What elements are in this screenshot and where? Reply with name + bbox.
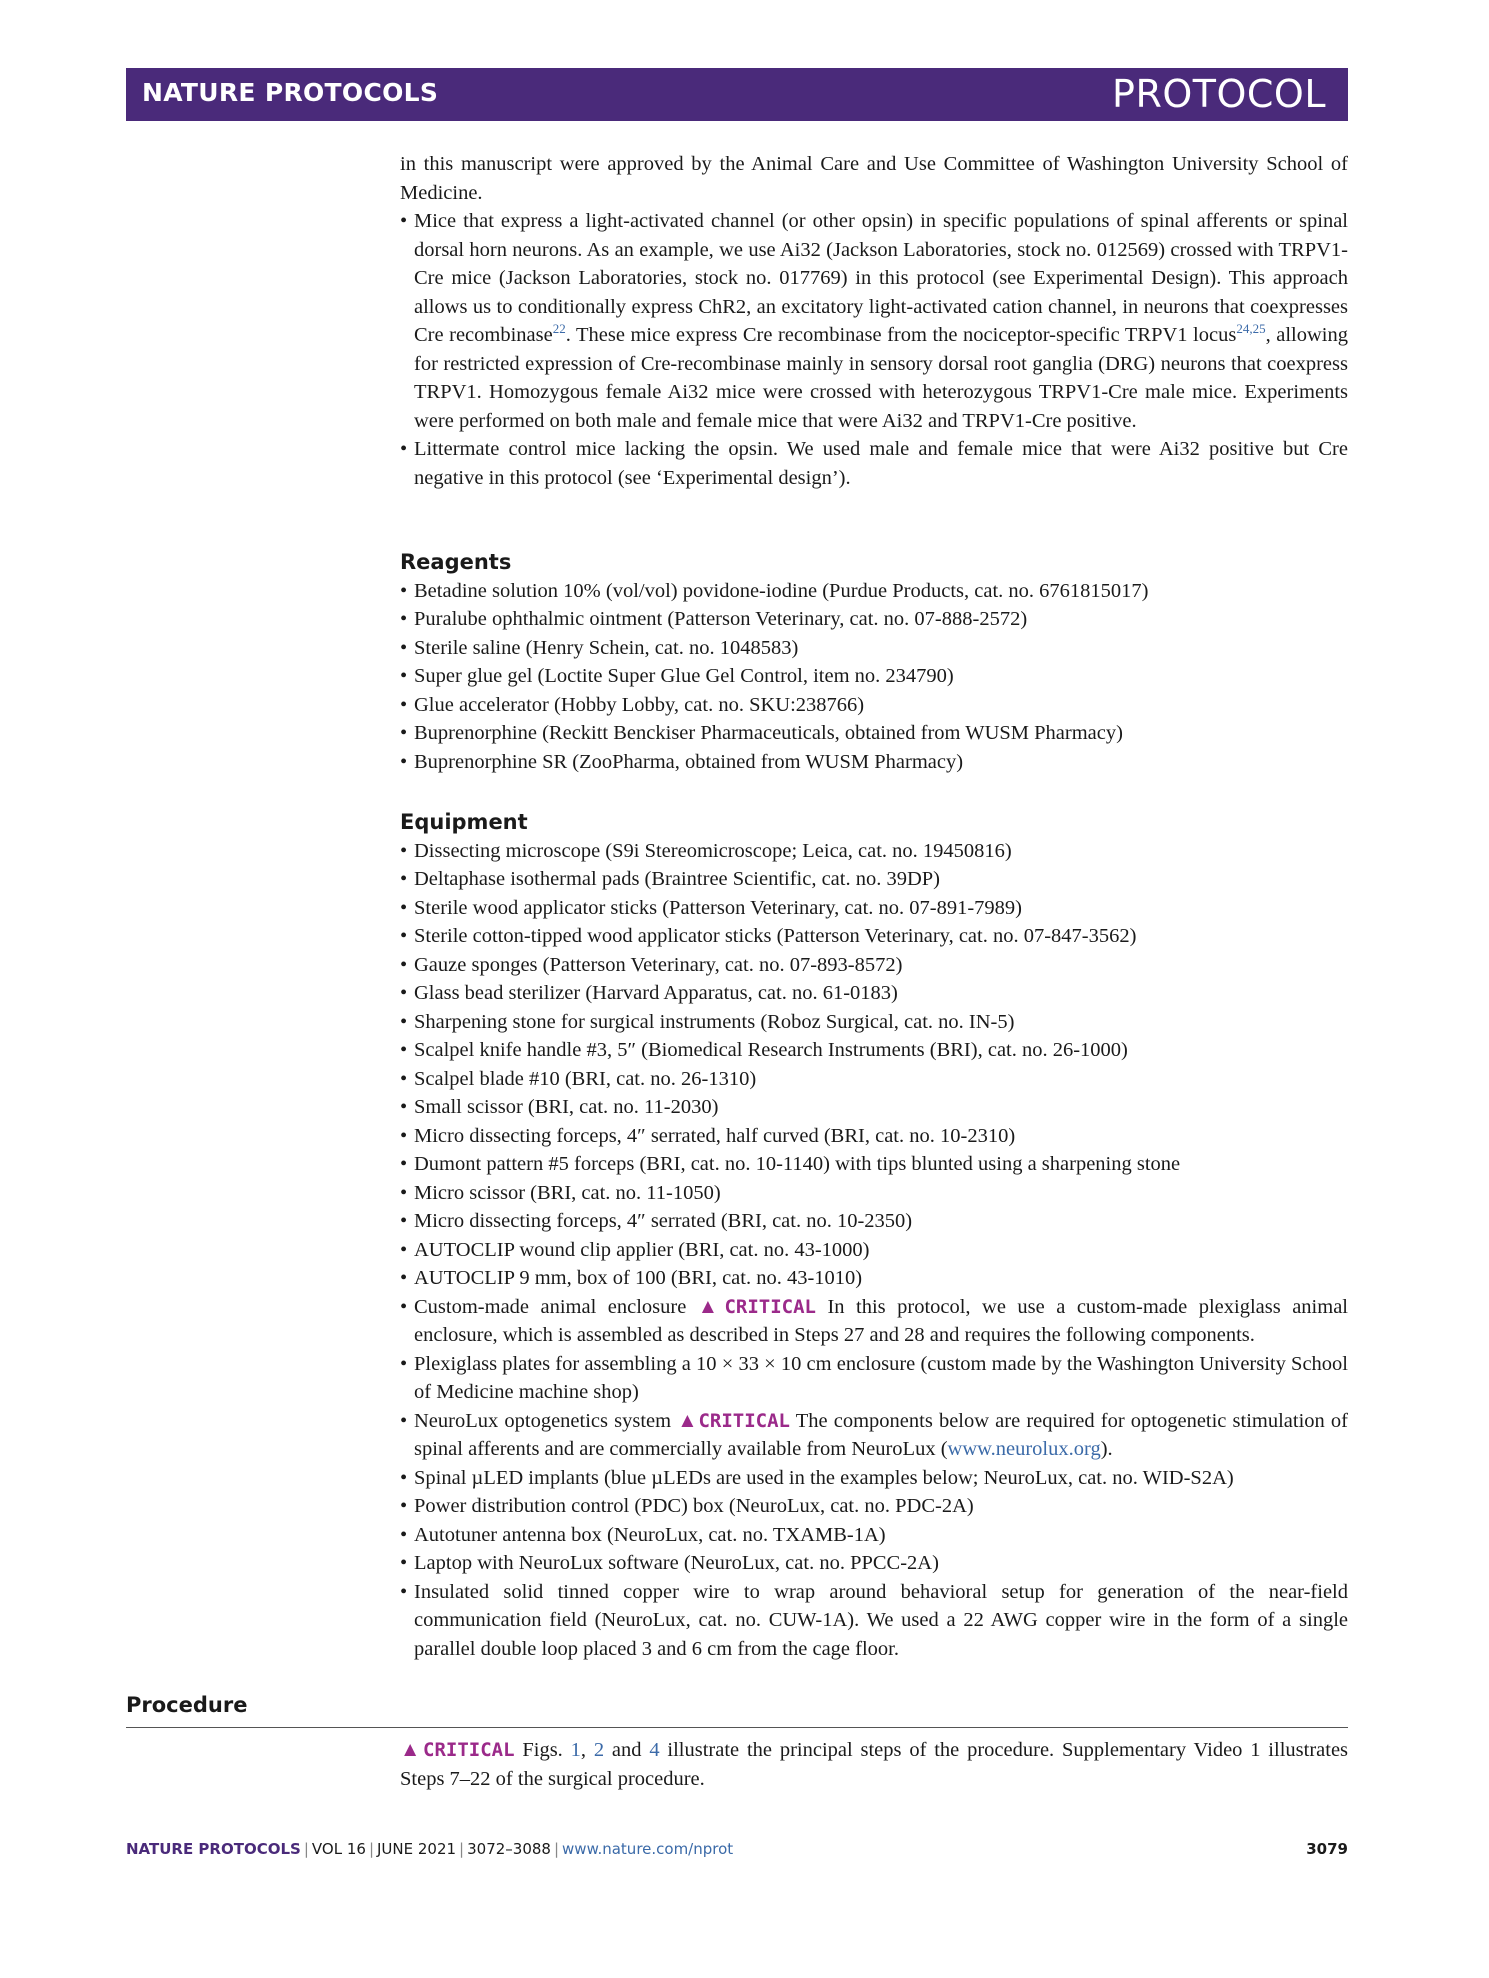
figure-link[interactable]: 1 [570, 1739, 581, 1761]
footer-url-link[interactable]: www.nature.com/nprot [562, 1840, 734, 1858]
footer-journal: NATURE PROTOCOLS [126, 1840, 301, 1858]
materials-intro [400, 150, 1348, 492]
list-item: • Puralube ophthalmic ointment (Patterson Veterinary, cat. no. 07-888-2572) [400, 605, 1348, 634]
note-text: illustrate the principal steps of the procedure. Supplementary Video 1 illustrates Steps 7–22 of the surgical procedure. [400, 1739, 1349, 1790]
list-item: • Autotuner antenna box (NeuroLux, cat. no. TXAMB-1A) [400, 1521, 1348, 1550]
footer-separator: | [303, 1840, 309, 1858]
list-item: • AUTOCLIP wound clip applier (BRI, cat. no. 43-1000) [400, 1236, 1348, 1265]
critical-triangle-icon: ▲ [697, 1295, 725, 1318]
list-item: • Laptop with NeuroLux software (NeuroLux, cat. no. PPCC-2A) [400, 1549, 1348, 1578]
critical-label: CRITICAL [724, 1295, 816, 1318]
list-item: • Dissecting microscope (S9i Stereomicroscope; Leica, cat. no. 19450816) [400, 837, 1348, 866]
footer-volume: VOL 16 [311, 1840, 366, 1858]
list-item: • Micro dissecting forceps, 4″ serrated, half curved (BRI, cat. no. 10-2310) [400, 1122, 1348, 1151]
list-item: • Spinal µLED implants (blue µLEDs are used in the examples below; NeuroLux, cat. no. WID-S2A) [400, 1464, 1348, 1493]
critical-triangle-icon: ▲ [400, 1739, 423, 1761]
citation-link[interactable]: 24,25 [1236, 321, 1266, 337]
list-item: • Buprenorphine (Reckitt Benckiser Pharmaceuticals, obtained from WUSM Pharmacy) [400, 719, 1348, 748]
page-footer [126, 1840, 1348, 1858]
list-item: • Buprenorphine SR (ZooPharma, obtained from WUSM Pharmacy) [400, 748, 1348, 777]
list-item: • Dumont pattern #5 forceps (BRI, cat. no. 10-1140) with tips blunted using a sharpening stone [400, 1150, 1348, 1179]
equipment-heading: Equipment [400, 810, 528, 834]
neurolux-link[interactable]: www.neurolux.org [947, 1438, 1101, 1460]
journal-name: NATURE PROTOCOLS [142, 78, 439, 107]
critical-triangle-icon: ▲ [677, 1409, 699, 1432]
bullet-text: , allowing for restricted expression of Cre-recombinase mainly in sensory dorsal root ganglia (DRG) neurons that coexpress TRPV1. Homozygous female Ai32 mice were crossed with heterozygous TRPV1-Cre male mice. Experiments were performed on both male and female mice that were Ai32 and TRPV1-Cre positive. [414, 324, 1348, 432]
list-item: • Glass bead sterilizer (Harvard Apparatus, cat. no. 61-0183) [400, 979, 1348, 1008]
list-item [400, 1407, 1348, 1464]
list-item: • Sterile wood applicator sticks (Patterson Veterinary, cat. no. 07-891-7989) [400, 894, 1348, 923]
procedure-critical-note [400, 1736, 1348, 1793]
list-item [400, 207, 1348, 435]
list-item: • Plexiglass plates for assembling a 10 × 33 × 10 cm enclosure (custom made by the Washington University School of Medicine machine shop) [400, 1350, 1348, 1407]
list-item: • Glue accelerator (Hobby Lobby, cat. no. SKU:238766) [400, 691, 1348, 720]
list-item: • Littermate control mice lacking the opsin. We used male and female mice that were Ai32 positive but Cre negative in this protocol (see ‘Experimental design’). [400, 435, 1348, 492]
article-type: PROTOCOL [1112, 72, 1326, 116]
list-item: • Power distribution control (PDC) box (NeuroLux, cat. no. PDC-2A) [400, 1492, 1348, 1521]
reagents-list [400, 577, 1348, 777]
footer-separator: | [553, 1840, 560, 1858]
list-item: • Gauze sponges (Patterson Veterinary, cat. no. 07-893-8572) [400, 951, 1348, 980]
note-text: , [580, 1739, 594, 1761]
footer-pages: 3072–3088 [467, 1840, 551, 1858]
bullet-text: NeuroLux optogenetics system [414, 1409, 672, 1432]
list-item: • Sterile cotton-tipped wood applicator sticks (Patterson Veterinary, cat. no. 07-847-3562) [400, 922, 1348, 951]
figure-link[interactable]: 4 [649, 1739, 660, 1761]
page-number: 3079 [1306, 1840, 1348, 1858]
footer-date: JUNE 2021 [377, 1840, 457, 1858]
bullet-text: The components below are required for optogenetic stimulation of spinal afferents and are commercially available from NeuroLux ( [414, 1409, 1348, 1460]
footer-separator: | [368, 1840, 374, 1858]
note-text: Figs. [522, 1739, 571, 1761]
equipment-list [400, 837, 1348, 1664]
list-item: • Super glue gel (Loctite Super Glue Gel Control, item no. 234790) [400, 662, 1348, 691]
equipment-section [400, 808, 1348, 1663]
critical-note-text [400, 1736, 1348, 1793]
continuation-text: in this manuscript were approved by the Animal Care and Use Committee of Washington University School of Medicine. [400, 153, 1348, 204]
reagents-heading: Reagents [400, 550, 512, 574]
list-item: • Deltaphase isothermal pads (Braintree Scientific, cat. no. 39DP) [400, 865, 1348, 894]
reagents-section [400, 548, 1348, 776]
list-item: • Small scissor (BRI, cat. no. 11-2030) [400, 1093, 1348, 1122]
figure-link[interactable]: 2 [593, 1739, 605, 1761]
list-item: • Micro scissor (BRI, cat. no. 11-1050) [400, 1179, 1348, 1208]
list-item: • AUTOCLIP 9 mm, box of 100 (BRI, cat. no. 43-1010) [400, 1264, 1348, 1293]
bullet-text: In this protocol, we use a custom-made plexiglass animal enclosure, which is assembled as described in Steps 27 and 28 and requires the following components. [414, 1295, 1348, 1346]
mice-list [400, 207, 1348, 492]
critical-label: CRITICAL [698, 1409, 790, 1432]
bullet-text: Mice that express a light-activated channel (or other opsin) in specific populations of spinal afferents or spinal dorsal horn neurons. As an example, we use Ai32 (Jackson Laboratories, stock no. 012569) crossed with TRPV1-Cre mice (Jackson Laboratories, stock no. 017769) in this protocol (see Experimental Design). This approach allows us to conditionally express ChR2, an excitatory light-activated cation channel, in neurons that coexpresses Cre recombinase [414, 210, 1348, 346]
citation-link[interactable]: 22 [552, 321, 566, 337]
note-text: and [604, 1739, 650, 1761]
list-item: • Sharpening stone for surgical instruments (Roboz Surgical, cat. no. IN-5) [400, 1008, 1348, 1037]
journal-header-bar [126, 68, 1348, 121]
footer-separator: | [459, 1840, 465, 1858]
list-item [400, 1293, 1348, 1350]
bullet-text: . These mice express Cre recombinase from the nociceptor-specific TRPV1 locus [565, 324, 1237, 346]
list-item: • Micro dissecting forceps, 4″ serrated (BRI, cat. no. 10-2350) [400, 1207, 1348, 1236]
bullet-text: ). [1100, 1438, 1113, 1460]
list-item: • Betadine solution 10% (vol/vol) povidone-iodine (Purdue Products, cat. no. 6761815017) [400, 577, 1348, 606]
procedure-heading-rule [126, 1693, 1348, 1728]
bullet-text: Custom-made animal enclosure [414, 1295, 687, 1318]
list-item: • Insulated solid tinned copper wire to wrap around behavioral setup for generation of the near-field communication field (NeuroLux, cat. no. CUW-1A). We used a 22 AWG copper wire in the form of a single parallel double loop placed 3 and 6 cm from the cage floor. [400, 1578, 1348, 1664]
list-item: • Scalpel blade #10 (BRI, cat. no. 26-1310) [400, 1065, 1348, 1094]
list-item: • Scalpel knife handle #3, 5″ (Biomedical Research Instruments (BRI), cat. no. 26-1000) [400, 1036, 1348, 1065]
procedure-heading: Procedure [126, 1693, 248, 1717]
list-item: • Sterile saline (Henry Schein, cat. no. 1048583) [400, 634, 1348, 663]
critical-label: CRITICAL [423, 1739, 515, 1761]
